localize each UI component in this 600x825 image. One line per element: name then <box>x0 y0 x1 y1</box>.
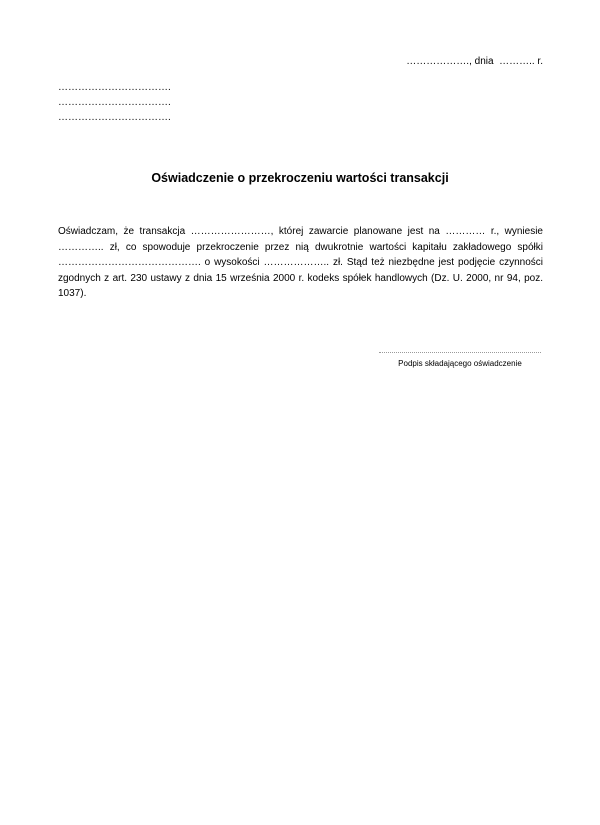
sender-line-1: ……………………………. <box>58 82 171 93</box>
signature-line <box>379 352 541 353</box>
sender-line-3: ……………………………. <box>58 112 171 123</box>
sender-details-block <box>58 80 171 125</box>
sender-line-2: ……………………………. <box>58 97 171 108</box>
signature-caption: Podpis składającego oświadczenie <box>398 359 522 368</box>
place-and-date-line: ………………., dnia ……….. r. <box>406 56 543 67</box>
document-title: Oświadczenie o przekroczeniu wartości transakcji <box>151 171 449 185</box>
declaration-body: Oświadczam, że transakcja ……………………, której zawarcie planowane jest na ………… r., wyniesie ………….. zł, co spowoduje przekroczenie przez nią dwukrotnie wartości kapitału zakładowego spółki ……………………………………. o wysokości ……………….. zł. Stąd też niezbędne jest podjęcie czynności zgodnych z art. 230 ustawy z dnia 15 września 2000 r. kodeks spółek handlowych (Dz. U. 2000, nr 94, poz. 1037). <box>58 226 543 299</box>
